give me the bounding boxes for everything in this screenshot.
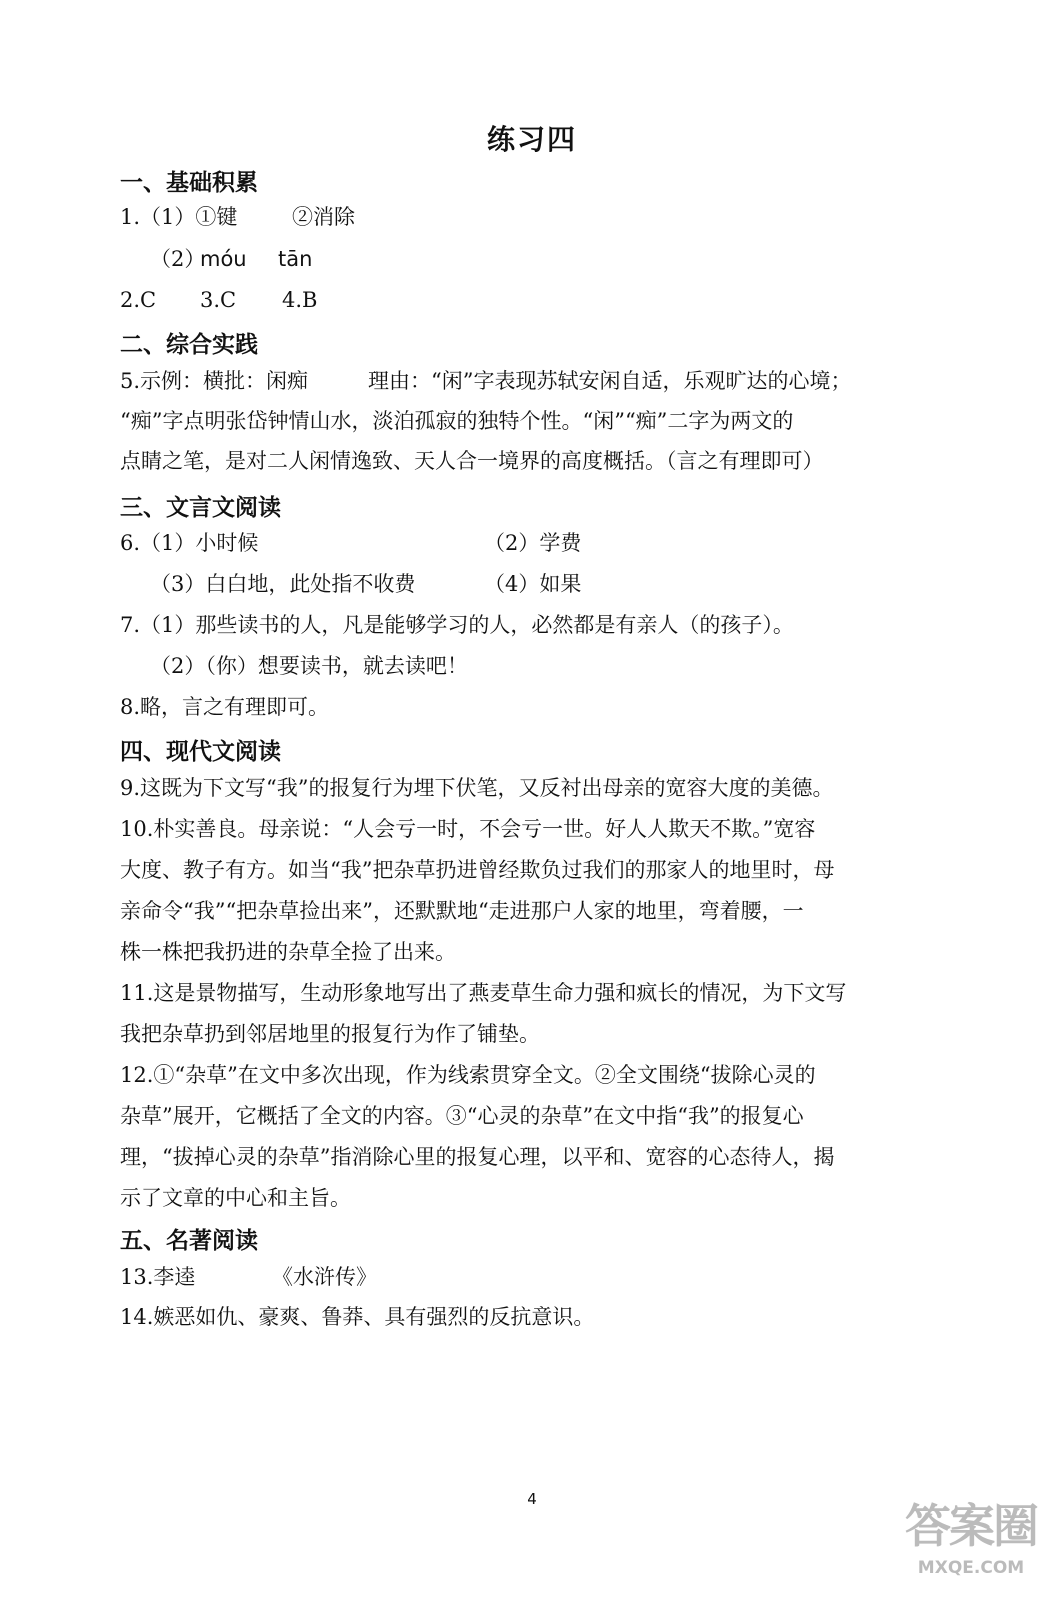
- answer-5-part-a: 5.示例：横批：闲痴: [120, 369, 309, 393]
- answer-8: 8.略，言之有理即可。: [120, 695, 330, 719]
- answer-10-line-2: 大度、教子有方。如当“我”把杂草扔进曾经欺负过我们的那家人的地里时，母: [120, 858, 835, 882]
- answer-1-line-1: [120, 202, 355, 232]
- answer-7-line-1: 7.（1）那些读书的人，凡是能够学习的人，必然都是有亲人（的孩子）。: [120, 613, 794, 637]
- watermark-url: MXQE.COM: [917, 1558, 1025, 1578]
- answer-6-part-1: 6.（1）小时候: [120, 531, 259, 555]
- answer-11-line-2: 我把杂草扔到邻居地里的报复行为作了铺垫。: [120, 1022, 540, 1046]
- answer-6-line-1: [120, 528, 620, 558]
- answer-2: 2.C: [120, 288, 157, 312]
- answer-13-line: [120, 1262, 420, 1292]
- answer-13-part-a: 13.李逵: [120, 1265, 196, 1289]
- answer-5-part-b: 理由：“闲”字表现苏轼安闲自适，乐观旷达的心境；: [368, 369, 852, 393]
- answer-12-line-2: 杂草”展开，它概括了全文的内容。③“心灵的杂草”在文中指“我”的报复心: [120, 1104, 804, 1128]
- page-number: 4: [527, 1490, 537, 1508]
- section-heading-2: 二、综合实践: [120, 332, 258, 358]
- watermark: [896, 1496, 1046, 1596]
- answer-4: 4.B: [282, 288, 318, 312]
- section-heading-1: 一、基础积累: [120, 170, 258, 196]
- answer-5-line-1: [120, 366, 920, 396]
- answer-10-line-1: 10.朴实善良。母亲说：“人会亏一时，不会亏一世。好人人欺天不欺。”宽容: [120, 817, 816, 841]
- answer-12-line-4: 示了文章的中心和主旨。: [120, 1186, 351, 1210]
- answer-2-4-line: [120, 285, 380, 315]
- answer-1-part-1: 1.（1）①键: [120, 205, 238, 229]
- answer-6-part-3: （3）白白地，此处指不收费: [150, 572, 416, 596]
- page-title: 练习四: [486, 123, 577, 156]
- answer-5-line-3: 点睛之笔，是对二人闲情逸致、天人合一境界的高度概括。（言之有理即可）: [120, 449, 824, 473]
- answer-1-part-1-b: ②消除: [292, 205, 355, 229]
- watermark-logo: 答案圈: [905, 1499, 1037, 1553]
- answer-6-part-2: （2）学费: [484, 531, 582, 555]
- answer-6-line-2: [150, 569, 620, 599]
- answer-9: 9.这既为下文写“我”的报复行为埋下伏笔，又反衬出母亲的宽容大度的美德。: [120, 776, 834, 800]
- answer-7-line-2: （2）（你）想要读书，就去读吧！: [150, 654, 468, 678]
- answer-1-line-2: [150, 244, 313, 274]
- answer-13-part-b: 《水浒传》: [272, 1265, 377, 1289]
- answer-11-line-1: 11.这是景物描写，生动形象地写出了燕麦草生命力强和疯长的情况，为下文写: [120, 981, 847, 1005]
- answer-10-line-4: 株一株把我扔进的杂草全捡了出来。: [120, 940, 456, 964]
- answer-6-part-4: （4）如果: [484, 572, 582, 596]
- answer-1-part-2-prefix: （2）: [150, 247, 206, 271]
- section-heading-4: 四、现代文阅读: [120, 739, 281, 765]
- answer-10-line-3: 亲命令“我”“把杂草捡出来”，还默默地“走进那户人家的地里，弯着腰，一: [120, 899, 804, 923]
- answer-12-line-1: 12.①“杂草”在文中多次出现，作为线索贯穿全文。②全文围绕“拔除心灵的: [120, 1063, 816, 1087]
- answer-5-line-2: “痴”字点明张岱钟情山水，淡泊孤寂的独特个性。“闲”“痴”二字为两文的: [120, 409, 794, 433]
- answer-14: 14.嫉恶如仇、豪爽、鲁莽、具有强烈的反抗意识。: [120, 1305, 595, 1329]
- section-heading-3: 三、文言文阅读: [120, 495, 281, 521]
- answer-1-pinyin-b: tān: [278, 247, 313, 271]
- answer-1-pinyin-a: móu: [200, 247, 247, 271]
- section-heading-5: 五、名著阅读: [120, 1228, 258, 1254]
- answer-3: 3.C: [200, 288, 237, 312]
- answer-12-line-3: 理，“拔掉心灵的杂草”指消除心里的报复心理，以平和、宽容的心态待人，揭: [120, 1145, 835, 1169]
